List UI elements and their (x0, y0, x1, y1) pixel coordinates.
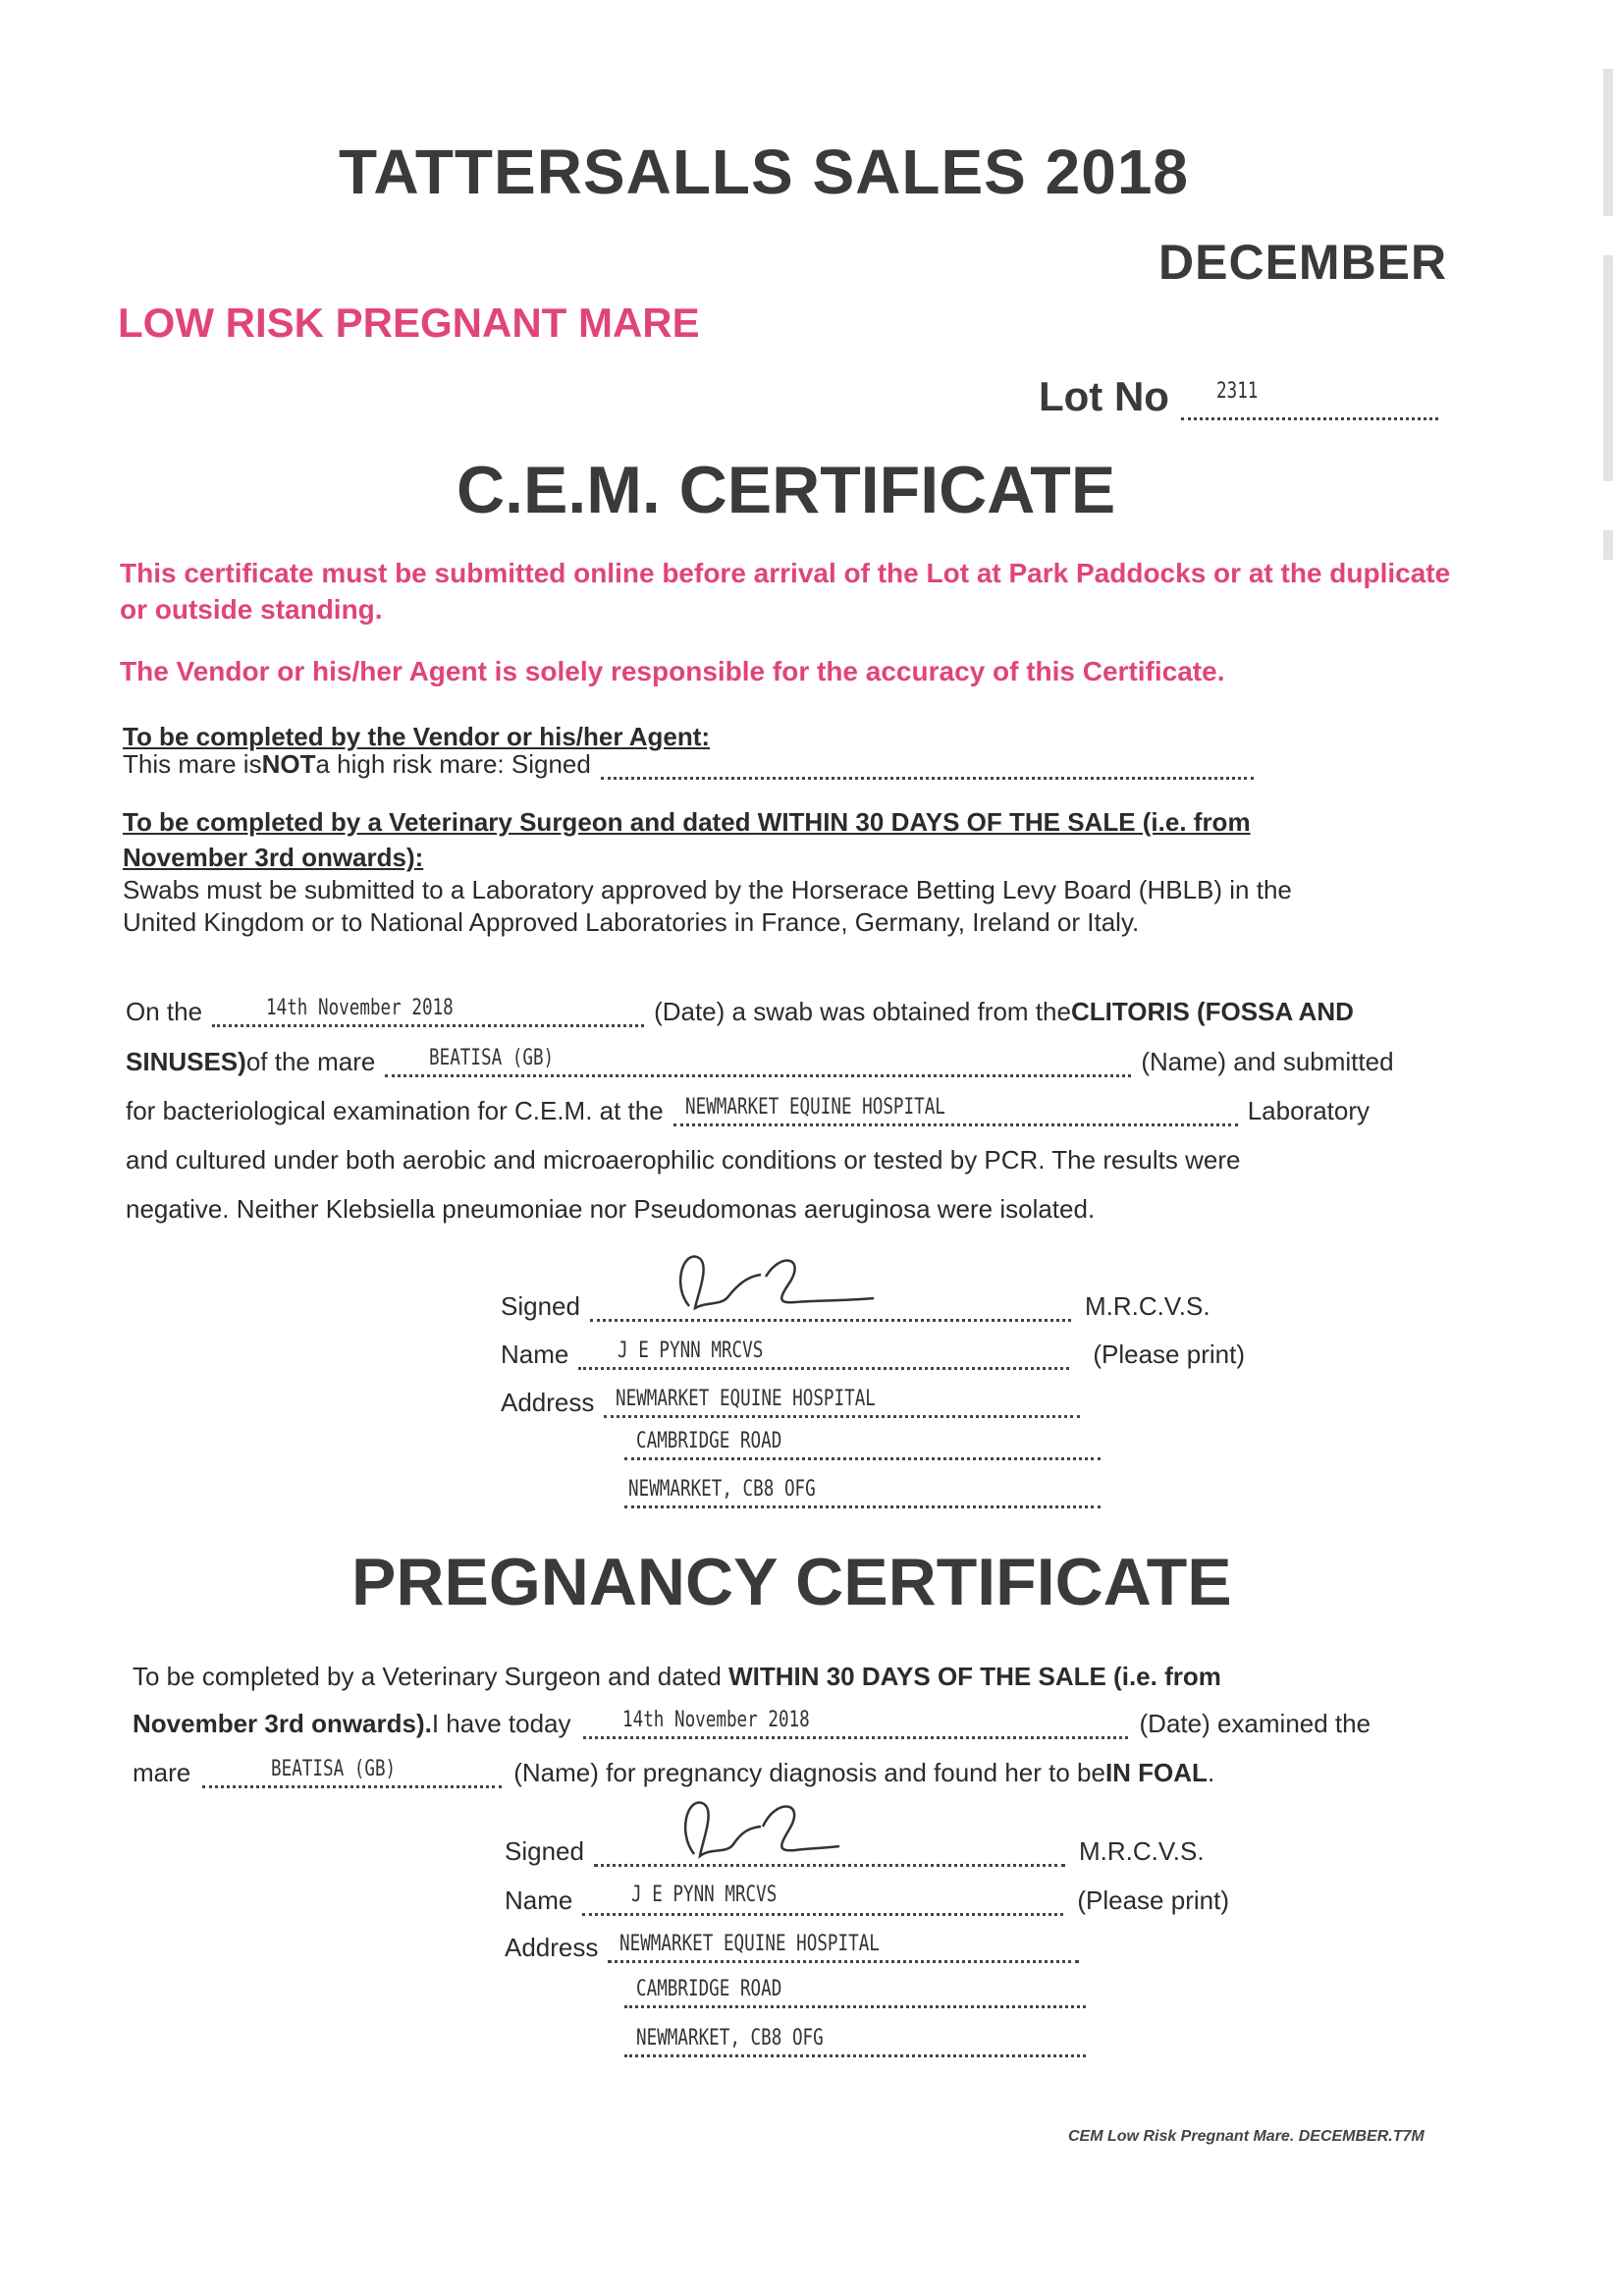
name-submitted-text: (Name) and submitted (1141, 1047, 1394, 1076)
lot-number-value: 2311 (1215, 379, 1259, 404)
cem-address-line1-field[interactable] (604, 1387, 1080, 1418)
cem-address-row (501, 1388, 1080, 1418)
cem-name-label: Name (501, 1339, 569, 1369)
swabs-line-1: Swabs must be submitted to a Laboratory approved by the Horserace Betting Levy Board (HBLB) in the (123, 875, 1292, 904)
negative-text: negative. Neither Klebsiella pneumoniae nor Pseudomonas aeruginosa were isolated. (126, 1194, 1096, 1224)
vet-heading-line2: November 3rd onwards): (123, 843, 424, 872)
cem-address-line3-field[interactable] (624, 1477, 1101, 1508)
cem-notice-submit: This certificate must be submitted online before arrival of the Lot at Park Paddocks or at the duplicate or outside standing. (120, 558, 1451, 625)
pregnancy-mare-label: mare (133, 1758, 191, 1787)
pregnancy-address-line2: CAMBRIDGE ROAD (636, 1977, 782, 2001)
pregnancy-address-line1: NEWMARKET EQUINE HOSPITAL (619, 1932, 881, 1956)
vendor-line-signed: a high risk mare: Signed (315, 749, 591, 779)
cem-vet-signature (668, 1247, 893, 1326)
vet-heading (123, 805, 1468, 839)
laboratory-label: Laboratory (1247, 1096, 1371, 1125)
pregnancy-address-line3: NEWMARKET, CB8 OFG (636, 2026, 824, 2050)
scan-edge-lower (1603, 530, 1613, 560)
cem-signed-label: Signed (501, 1291, 580, 1321)
pregnancy-line2-emphasis: November 3rd onwards). (133, 1709, 432, 1738)
cem-mrcvs-label: M.R.C.V.S. (1084, 1291, 1210, 1321)
pregnancy-address-line3-row (624, 2026, 1086, 2057)
pregnancy-address-line2-field[interactable] (624, 1977, 1086, 2008)
cem-address-line2: CAMBRIDGE ROAD (636, 1429, 782, 1453)
swabs-line-2: United Kingdom or to National Approved Laboratories in France, Germany, Ireland or Italy. (123, 907, 1140, 937)
cem-mare-name-value: BEATISA (GB) (429, 1046, 555, 1070)
pregnancy-line-1 (133, 1660, 1221, 1693)
scan-edge-top (1603, 69, 1613, 216)
pregnancy-name-label: Name (505, 1886, 573, 1915)
laboratory-field[interactable] (673, 1095, 1238, 1126)
vendor-line-not: NOT (261, 749, 316, 779)
lot-number-row (1039, 373, 1438, 420)
laboratory-value: NEWMARKET EQUINE HOSPITAL (684, 1095, 945, 1120)
sinuses-text: SINUSES) (126, 1047, 246, 1076)
pregnancy-mare-name-field[interactable] (202, 1757, 502, 1788)
swab-date-row (126, 997, 1354, 1027)
for-bact-text: for bacteriological examination for C.E.M. at the (126, 1096, 664, 1125)
swab-date-field[interactable] (212, 996, 644, 1027)
mare-name-row (126, 1047, 1394, 1077)
pregnancy-line3-end: . (1207, 1758, 1215, 1787)
pregnancy-vet-signature (672, 1793, 849, 1872)
vet-heading-emphasis: WITHIN 30 DAYS OF THE SALE (757, 807, 1136, 837)
cem-notice-responsibility: The Vendor or his/her Agent is solely responsible for the accuracy of this Certificate. (120, 656, 1225, 686)
pregnancy-line2-end: (Date) examined the (1139, 1709, 1371, 1738)
vendor-line-text: This mare is (123, 749, 262, 779)
pregnancy-name-field[interactable] (582, 1883, 1063, 1916)
vendor-heading: To be completed by the Vendor or his/her Agent: (123, 722, 711, 751)
cem-address-line2-field[interactable] (624, 1429, 1101, 1460)
pregnancy-line1-emphasis: WITHIN 30 DAYS OF THE SALE (i.e. from (728, 1662, 1221, 1691)
cem-address-label: Address (501, 1388, 595, 1417)
pregnancy-name-row (505, 1883, 1229, 1916)
pregnancy-line1-text: To be completed by a Veterinary Surgeon and dated (133, 1662, 729, 1691)
pregnancy-address-label: Address (505, 1933, 599, 1962)
in-foal-text: IN FOAL (1104, 1758, 1208, 1787)
cem-address-line3: NEWMARKET, CB8 OFG (628, 1477, 816, 1502)
vendor-signature-field[interactable] (601, 753, 1254, 780)
pregnancy-date-row (133, 1709, 1371, 1739)
cem-name-field[interactable] (578, 1339, 1069, 1370)
lot-number-field (1181, 379, 1438, 420)
cem-please-print: (Please print) (1093, 1339, 1245, 1369)
pregnancy-please-print: (Please print) (1077, 1886, 1229, 1915)
form-code: CEM Low Risk Pregnant Mare. DECEMBER.T7M (1068, 2128, 1425, 2145)
pregnancy-address-line2-row (624, 1977, 1086, 2008)
risk-label: LOW RISK PREGNANT MARE (118, 300, 700, 346)
exam-date-value: 14th November 2018 (621, 1708, 810, 1732)
exam-date-field[interactable] (583, 1708, 1128, 1739)
vet-heading-part2: (i.e. from (1135, 807, 1251, 837)
pregnancy-signed-label: Signed (505, 1836, 584, 1866)
pregnancy-vet-name-value: J E PYNN MRCVS (631, 1883, 778, 1907)
pregnancy-signed-row (505, 1836, 1205, 1867)
sale-title: TATTERSALLS SALES 2018 (339, 137, 1189, 207)
swab-date-value: 14th November 2018 (266, 996, 454, 1020)
pregnancy-mrcvs-label: M.R.C.V.S. (1078, 1836, 1205, 1866)
cem-address-line3-row (624, 1477, 1101, 1508)
pregnancy-mare-name-value: BEATISA (GB) (271, 1757, 397, 1781)
pregnancy-address-line3-field[interactable] (624, 2026, 1086, 2057)
cultured-text: and cultured under both aerobic and microaerophilic conditions or tested by PCR. The results were (126, 1145, 1241, 1175)
cem-heading: C.E.M. CERTIFICATE (457, 453, 1116, 527)
pregnancy-address-row (505, 1933, 1079, 1963)
scan-edge-middle (1603, 255, 1613, 481)
sale-month: DECEMBER (1158, 235, 1448, 290)
cem-name-row (501, 1339, 1245, 1370)
cem-address-line2-row (624, 1429, 1101, 1460)
pregnancy-heading: PREGNANCY CERTIFICATE (351, 1545, 1232, 1619)
pregnancy-mare-row (133, 1758, 1214, 1788)
pregnancy-line3-text: (Name) for pregnancy diagnosis and found her to be (513, 1758, 1105, 1787)
on-the-label: On the (126, 997, 203, 1026)
pregnancy-address-line1-field[interactable] (608, 1932, 1079, 1963)
laboratory-row (126, 1096, 1370, 1126)
cem-vet-name-value: J E PYNN MRCVS (618, 1339, 764, 1363)
date-swab-text: (Date) a swab was obtained from the (654, 997, 1071, 1026)
of-the-mare-label: of the mare (245, 1047, 376, 1076)
cem-mare-name-field[interactable] (385, 1046, 1131, 1077)
clitoris-text: CLITORIS (FOSSA AND (1070, 997, 1354, 1026)
lot-label: Lot No (1039, 373, 1169, 419)
pregnancy-line2-text: I have today (431, 1709, 571, 1738)
cem-address-line1: NEWMARKET EQUINE HOSPITAL (616, 1387, 877, 1411)
vendor-declaration-row (123, 749, 1254, 780)
vet-heading-part1: To be completed by a Veterinary Surgeon and dated (123, 807, 758, 837)
